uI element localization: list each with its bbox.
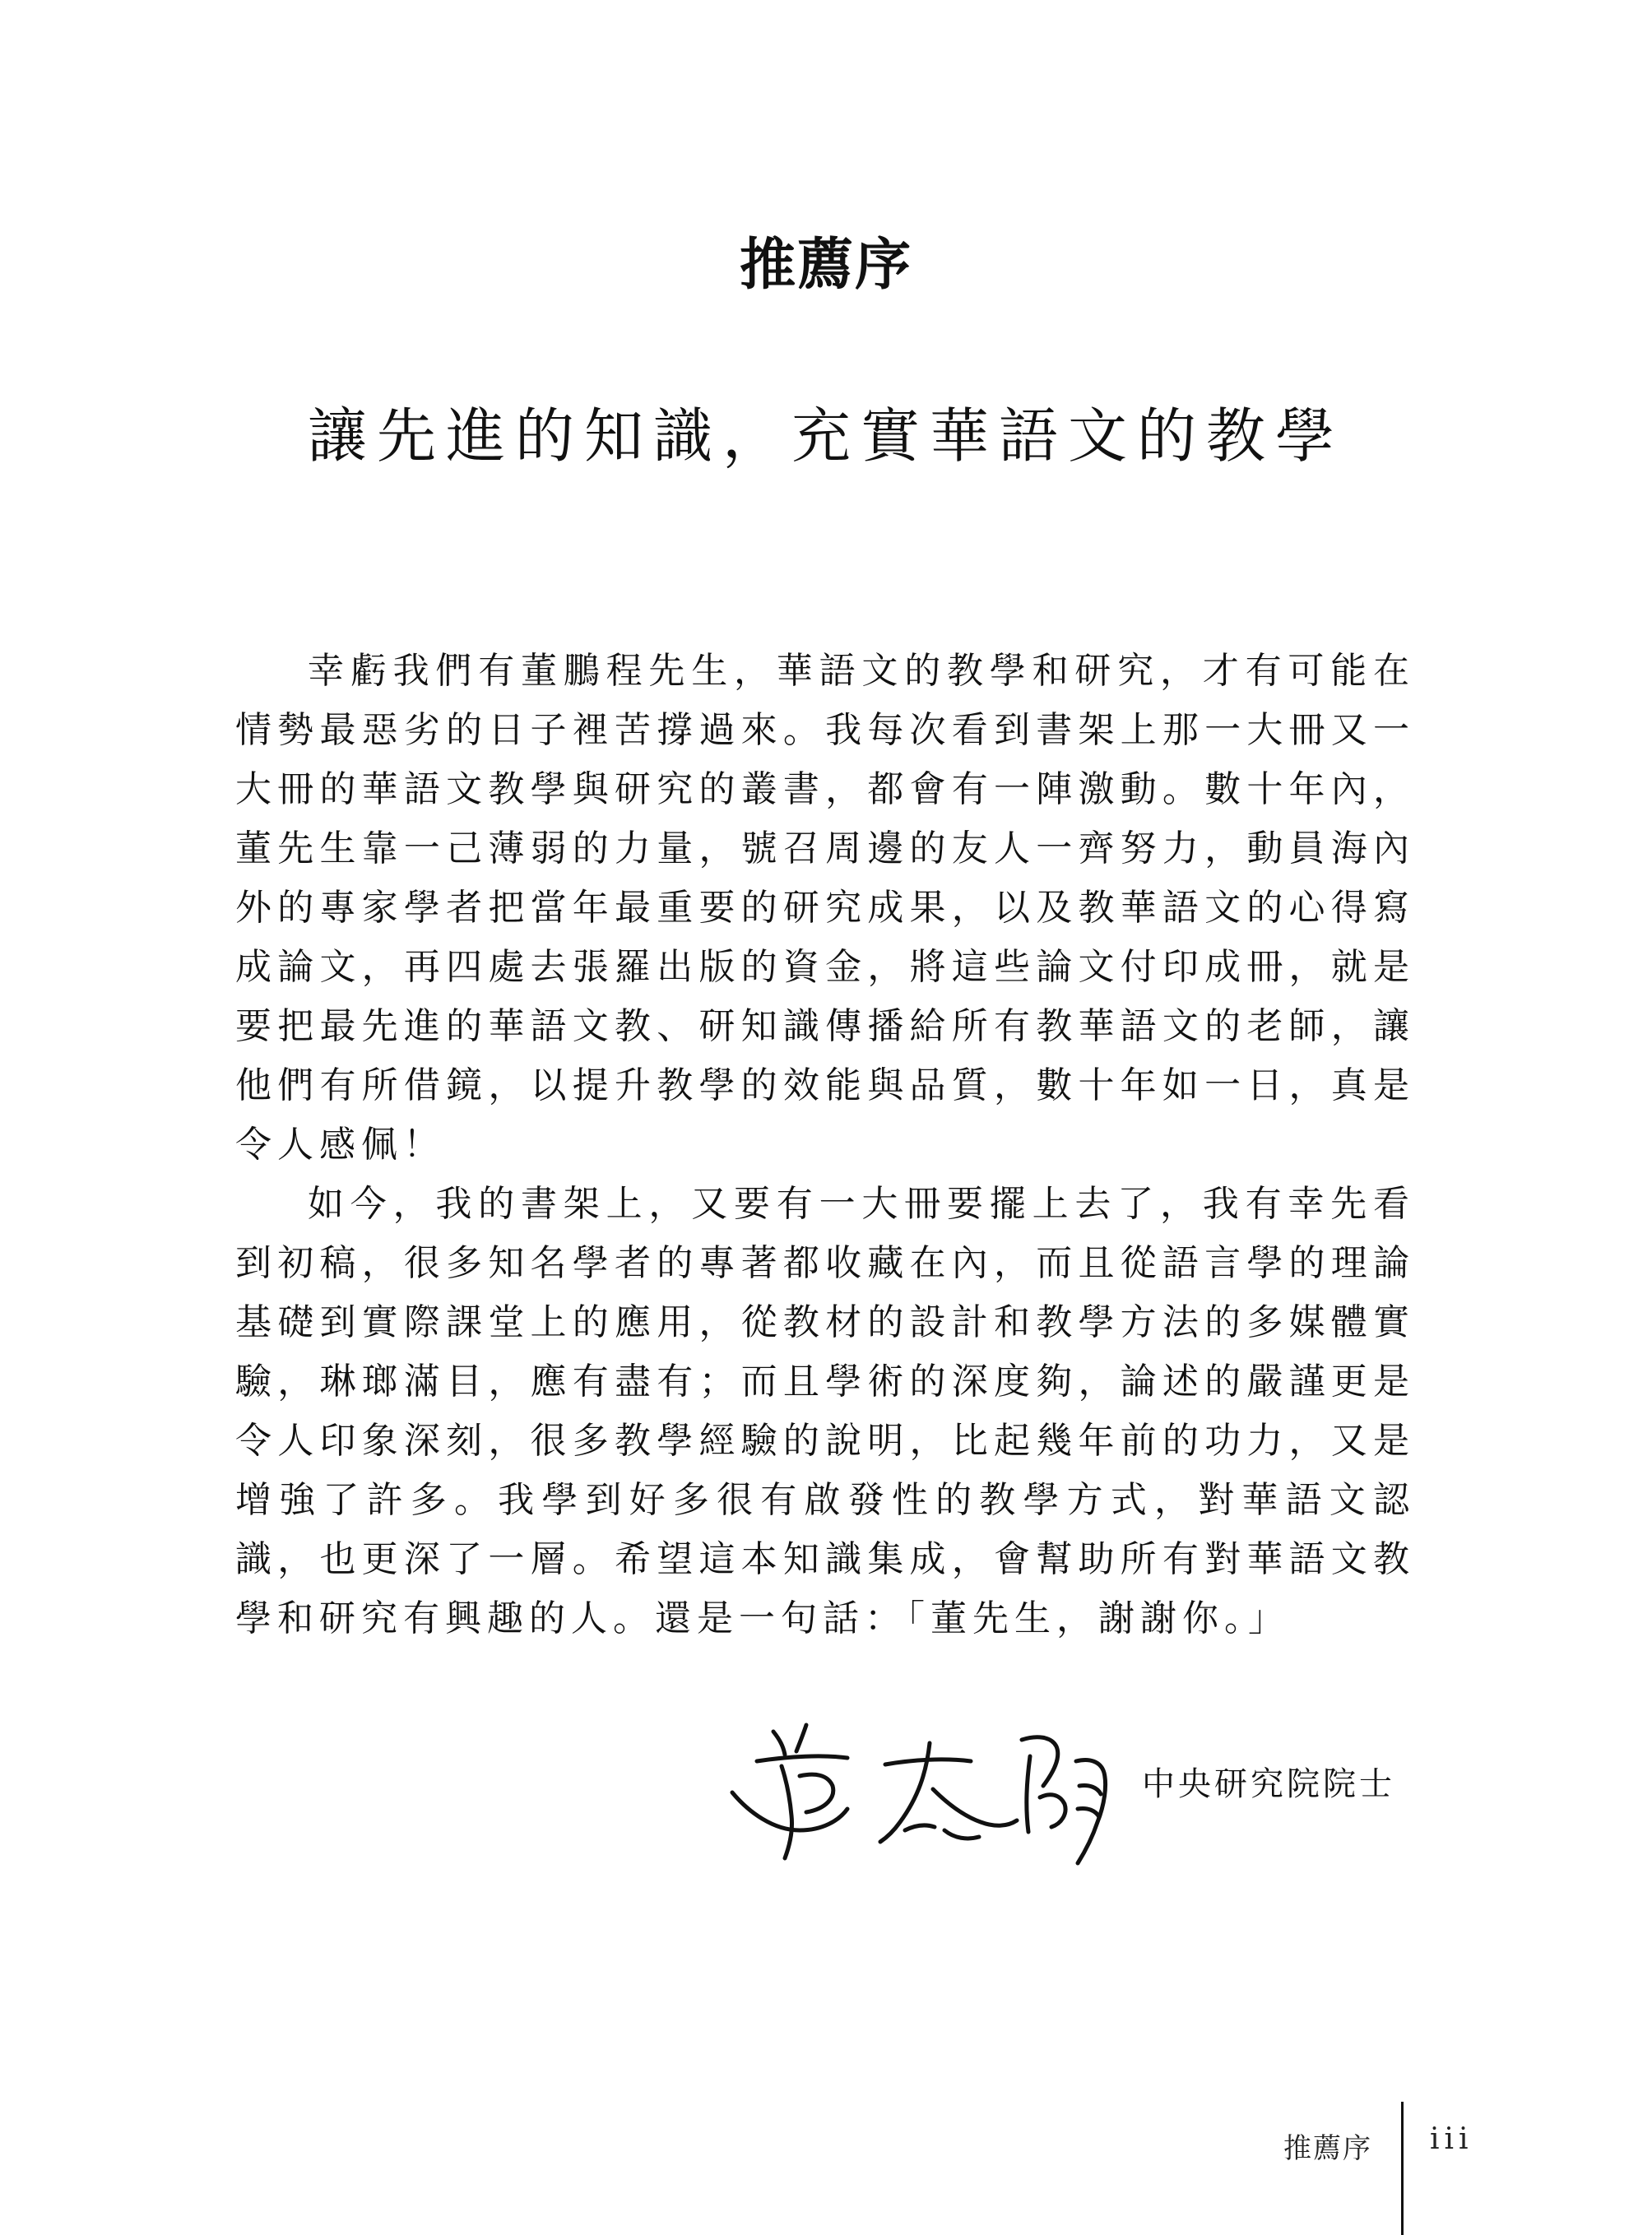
signature-title: 中央研究院院士	[1142, 1765, 1395, 1803]
page-heading: 推薦序	[739, 232, 912, 298]
footer-section-label: 推薦序	[1283, 2132, 1372, 2165]
handwritten-signature	[724, 1707, 1152, 1871]
page-subtitle: 讓先進的知識，充實華語文的教學	[307, 401, 1344, 471]
footer-divider	[1401, 2102, 1404, 2235]
body-text	[235, 642, 1415, 1648]
footer-page-number: iii	[1430, 2122, 1473, 2156]
paragraph-1: 幸虧我們有董鵬程先生，華語文的教學和研究，才有可能在情勢最惡劣的日子裡苦撐過來。我每次看到書架上那一大冊又一大冊的華語文教學與研究的叢書，都會有一陣激動。數十年內，董先生靠一己薄弱的力量，號召周邊的友人一齊努力，動員海內外的專家學者把當年最重要的研究成果，以及教華語文的心得寫成論文，再四處去張羅出版的資金，將這些論文付印成冊，就是要把最先進的華語文教、研知識傳播給所有教華語文的老師，讓他們有所借鏡，以提升教學的效能與品質，數十年如一日，真是令人感佩！	[235, 650, 1415, 1166]
signature-block	[724, 1707, 1423, 1871]
paragraph-2: 如今，我的書架上，又要有一大冊要擺上去了，我有幸先看到初稿，很多知名學者的專著都收藏在內，而且從語言學的理論基礎到實際課堂上的應用，從教材的設計和教學方法的多媒體實驗，琳瑯滿目，應有盡有；而且學術的深度夠，論述的嚴謹更是令人印象深刻，很多教學經驗的說明，比起幾年前的功力，又是增強了許多。我學到好多很有啟發性的教學方式，對華語文認識，也更深了一層。希望這本知識集成，會幫助所有對華語文教學和研究有興趣的人。還是一句話：「董先生，謝謝你。」	[235, 1183, 1415, 1639]
